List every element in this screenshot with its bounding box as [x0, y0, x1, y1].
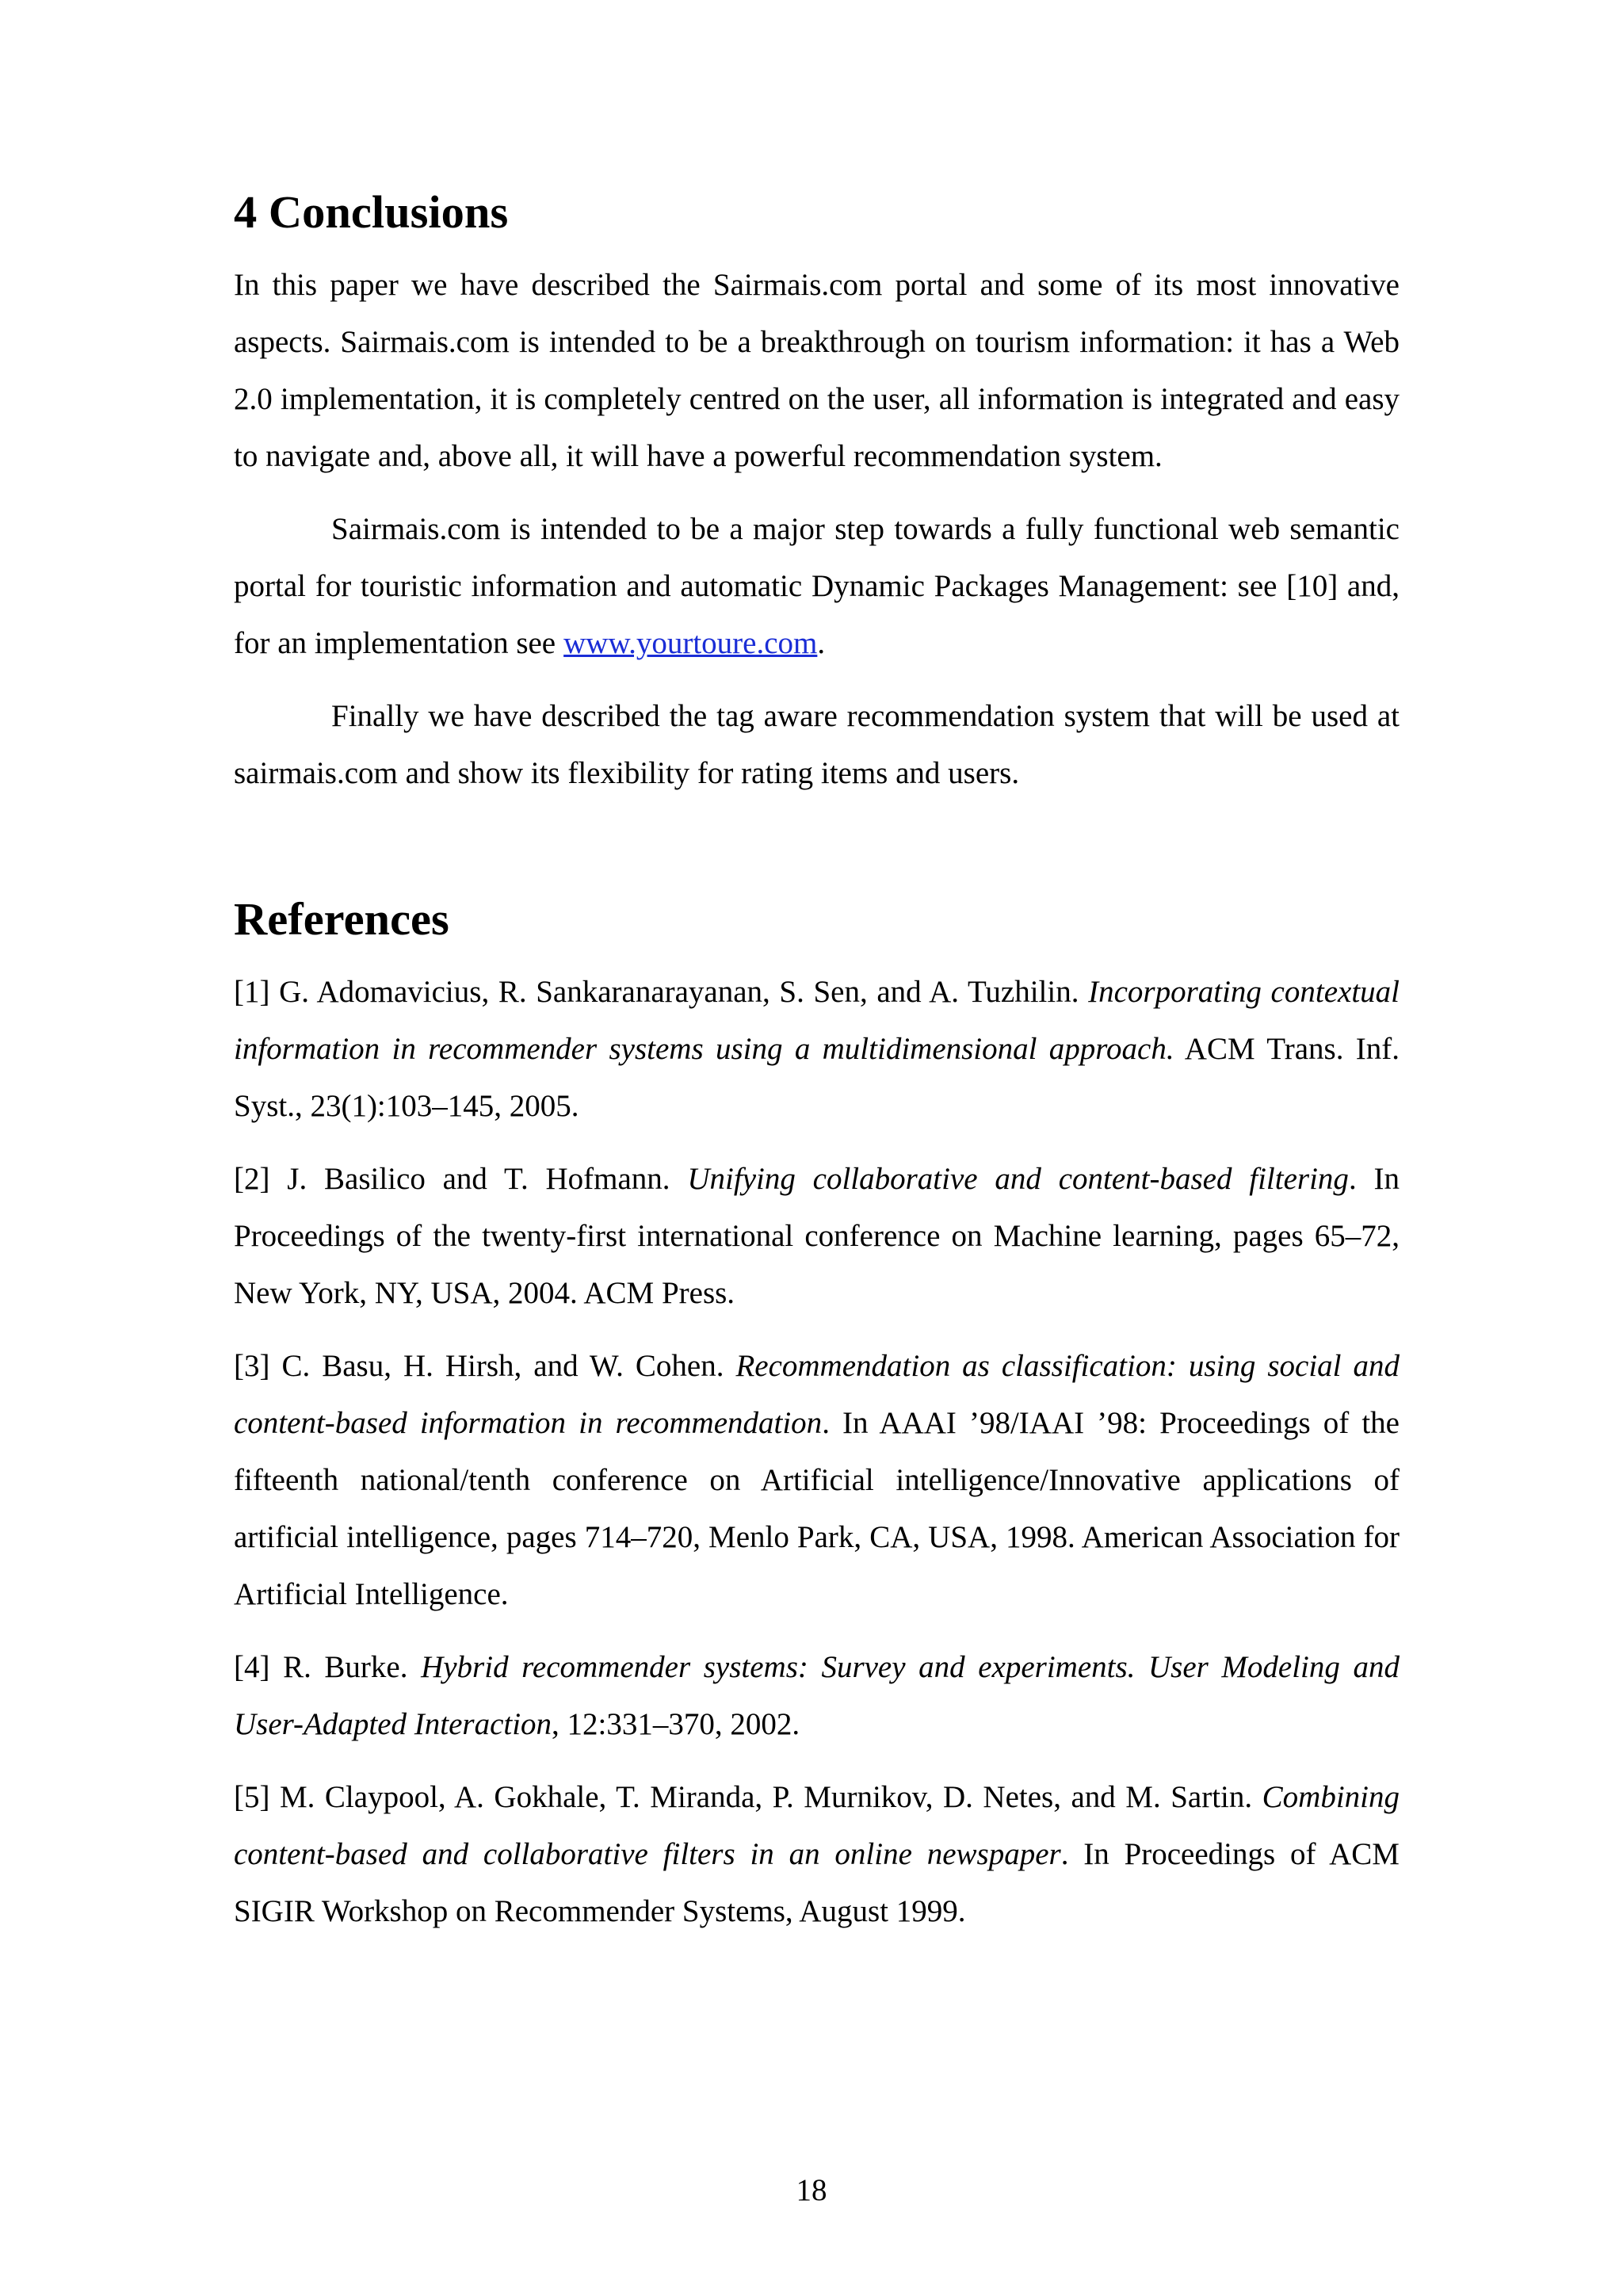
conclusions-paragraph-2-end: .	[817, 626, 826, 660]
page-number: 18	[796, 2173, 827, 2207]
reference-details: . In AAAI ’98/IAAI ’98: Proceedings of the fifteenth national/tenth conference on Artificial intelligence/Innovative applications of artificial intelligence, pages 714–720, Menlo Park, CA, USA, 1998. American Association for Artificial Intelligence.	[234, 1406, 1400, 1611]
reference-item	[234, 964, 1400, 1135]
conclusions-paragraph-3: Finally we have described the tag aware recommendation system that will be used at sairmais.com and show its flexibility for rating items and users.	[234, 699, 1400, 790]
reference-authors: [4] R. Burke.	[234, 1650, 422, 1684]
reference-details: , 12:331–370, 2002.	[552, 1707, 800, 1741]
section-heading-conclusions: 4 Conclusions	[234, 186, 509, 238]
reference-title: Hybrid recommender systems: Survey and experiments. User Modeling and User-Adapted Interaction	[234, 1650, 1400, 1741]
reference-title: Recommendation as classification: using social and content-based information in recommendation	[234, 1349, 1400, 1440]
yourtoure-link[interactable]: www.yourtoure.com	[563, 626, 818, 660]
reference-title: Incorporating contextual information in recommender systems using a multidimensional approach.	[234, 975, 1400, 1066]
reference-details: . In Proceedings of the twenty-first international conference on Machine learning, pages 65–72, New York, NY, USA, 2004. ACM Press.	[234, 1162, 1400, 1310]
section-heading-references: References	[234, 893, 449, 945]
conclusions-paragraph-2	[234, 501, 1400, 672]
reference-authors: [1] G. Adomavicius, R. Sankaranarayanan, S. Sen, and A. Tuzhilin.	[234, 975, 1089, 1009]
reference-item	[234, 1639, 1400, 1753]
reference-details: ACM Trans. Inf. Syst., 23(1):103–145, 2005.	[234, 1032, 1400, 1123]
page-content	[234, 184, 1400, 1940]
reference-item	[234, 1151, 1400, 1322]
reference-item	[234, 1338, 1400, 1623]
reference-authors: [2] J. Basilico and T. Hofmann.	[234, 1162, 688, 1196]
reference-authors: [5] M. Claypool, A. Gokhale, T. Miranda, P. Murnikov, D. Netes, and M. Sartin.	[234, 1780, 1262, 1814]
reference-item	[234, 1769, 1400, 1940]
reference-title: Unifying collaborative and content-based filtering	[687, 1162, 1349, 1196]
conclusions-paragraph-1: In this paper we have described the Sairmais.com portal and some of its most innovative aspects. Sairmais.com is intended to be a breakthrough on tourism information: it has a Web 2.0 implementation, it is completely centred on the user, all information is integrated and easy to navigate and, above all, it will have a powerful recommendation system.	[234, 268, 1400, 473]
reference-authors: [3] C. Basu, H. Hirsh, and W. Cohen.	[234, 1349, 736, 1383]
reference-details: . In Proceedings of ACM SIGIR Workshop on Recommender Systems, August 1999.	[234, 1837, 1400, 1928]
reference-title: Combining content-based and collaborative filters in an online newspaper	[234, 1780, 1400, 1871]
conclusions-paragraph-2-text: Sairmais.com is intended to be a major step towards a fully functional web semantic portal for touristic information and automatic Dynamic Packages Management: see [10] and, for an implementation see	[234, 512, 1400, 660]
